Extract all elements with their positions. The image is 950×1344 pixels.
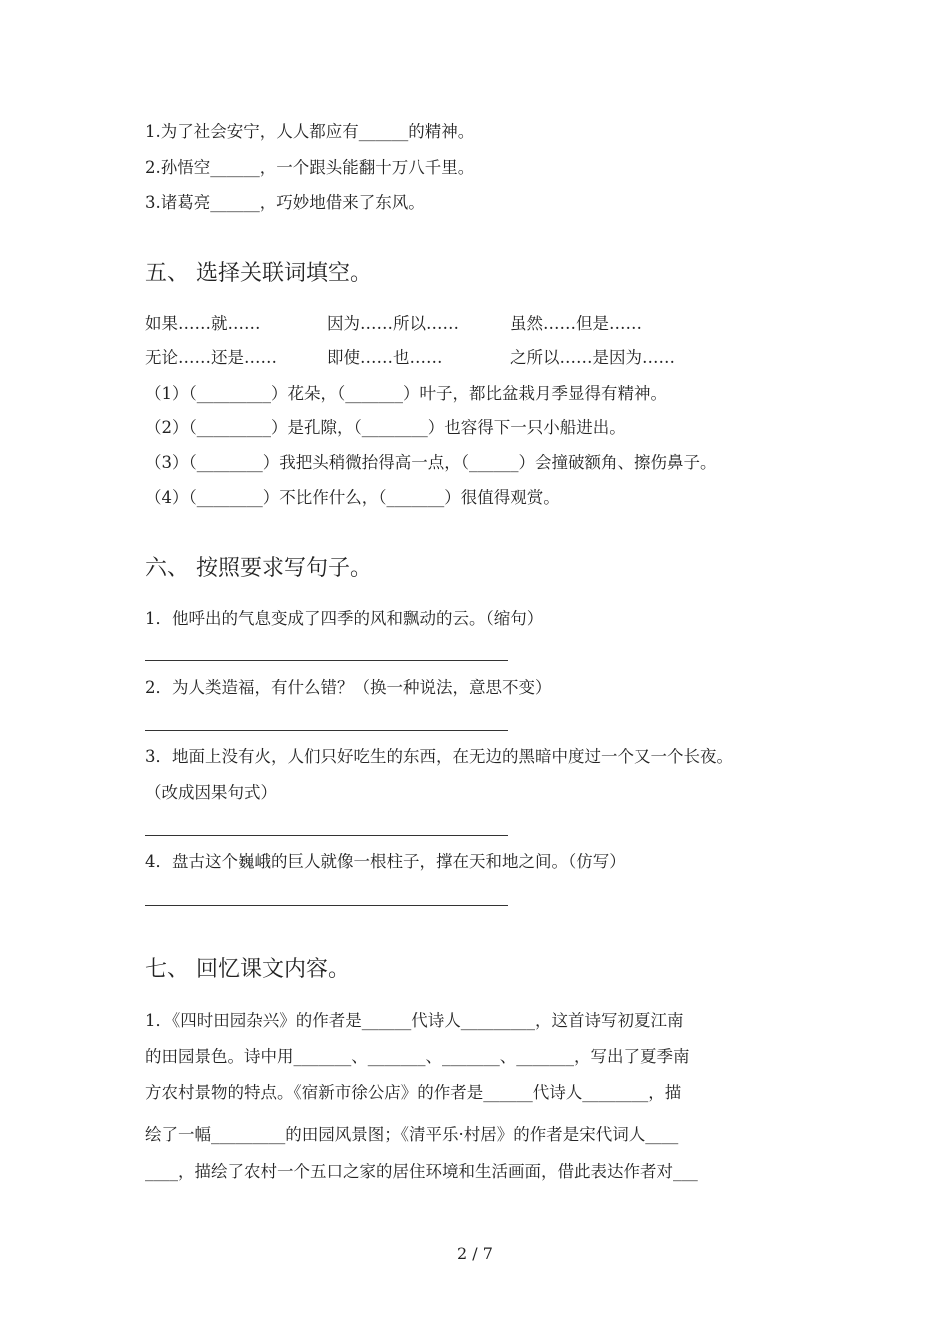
recall-text-line: 绘了一幅_________的田园风景图；《清平乐·村居》的作者是宋代词人____ bbox=[145, 1125, 679, 1144]
conjunction-option: 如果……就…… bbox=[145, 314, 261, 333]
conjunction-option: 虽然……但是…… bbox=[510, 314, 642, 333]
conjunction-item-3: （3）（________）我把头稍微抬得高一点，（______）会撞破额角、擦伤鼻子。 bbox=[145, 453, 717, 472]
answer-line[interactable] bbox=[145, 730, 508, 731]
conjunction-option: 无论……还是…… bbox=[145, 348, 277, 367]
sentence-question-1: 1．他呼出的气息变成了四季的风和飘动的云。（缩句） bbox=[145, 609, 544, 628]
recall-text-line: 方农村景物的特点。《宿新市徐公店》的作者是______代诗人________，描 bbox=[145, 1083, 682, 1102]
recall-text-line: 1．《四时田园杂兴》的作者是______代诗人_________，这首诗写初夏江南 bbox=[145, 1011, 684, 1030]
sentence-question-4: 4．盘古这个巍峨的巨人就像一根柱子，撑在天和地之间。（仿写） bbox=[145, 852, 626, 871]
conjunction-option: 之所以……是因为…… bbox=[510, 348, 675, 367]
page-number: 2 / 7 bbox=[457, 1244, 493, 1263]
fill-item-1: 1.为了社会安宁，人人都应有______的精神。 bbox=[145, 122, 475, 141]
fill-item-3: 3.诸葛亮______，巧妙地借来了东风。 bbox=[145, 193, 425, 212]
conjunction-item-4: （4）（________）不比作什么，（_______）很值得观赏。 bbox=[145, 488, 560, 507]
sentence-question-2: 2．为人类造福，有什么错？（换一种说法，意思不变） bbox=[145, 678, 552, 697]
section-5-heading: 五、 选择关联词填空。 bbox=[145, 261, 372, 286]
answer-line[interactable] bbox=[145, 905, 508, 906]
sentence-question-3-note: （改成因果句式） bbox=[145, 783, 277, 802]
answer-line[interactable] bbox=[145, 835, 508, 836]
recall-text-line: 的田园景色。诗中用_______、_______、_______、_______，写出了夏季南 bbox=[145, 1047, 690, 1066]
conjunction-option: 因为……所以…… bbox=[327, 314, 459, 333]
conjunction-option: 即使……也…… bbox=[327, 348, 443, 367]
recall-text-line: ____，描绘了农村一个五口之家的居住环境和生活画面，借此表达作者对___ bbox=[145, 1162, 698, 1181]
sentence-question-3: 3．地面上没有火，人们只好吃生的东西，在无边的黑暗中度过一个又一个长夜。 bbox=[145, 747, 733, 766]
fill-item-2: 2.孙悟空______，一个跟头能翻十万八千里。 bbox=[145, 158, 475, 177]
conjunction-item-1: （1）（_________）花朵，（_______）叶子，都比盆栽月季显得有精神。 bbox=[145, 384, 667, 403]
conjunction-item-2: （2）（_________）是孔隙，（________）也容得下一只小船进出。 bbox=[145, 418, 626, 437]
section-7-heading: 七、 回忆课文内容。 bbox=[145, 957, 350, 982]
answer-line[interactable] bbox=[145, 660, 508, 661]
section-6-heading: 六、 按照要求写句子。 bbox=[145, 556, 372, 581]
